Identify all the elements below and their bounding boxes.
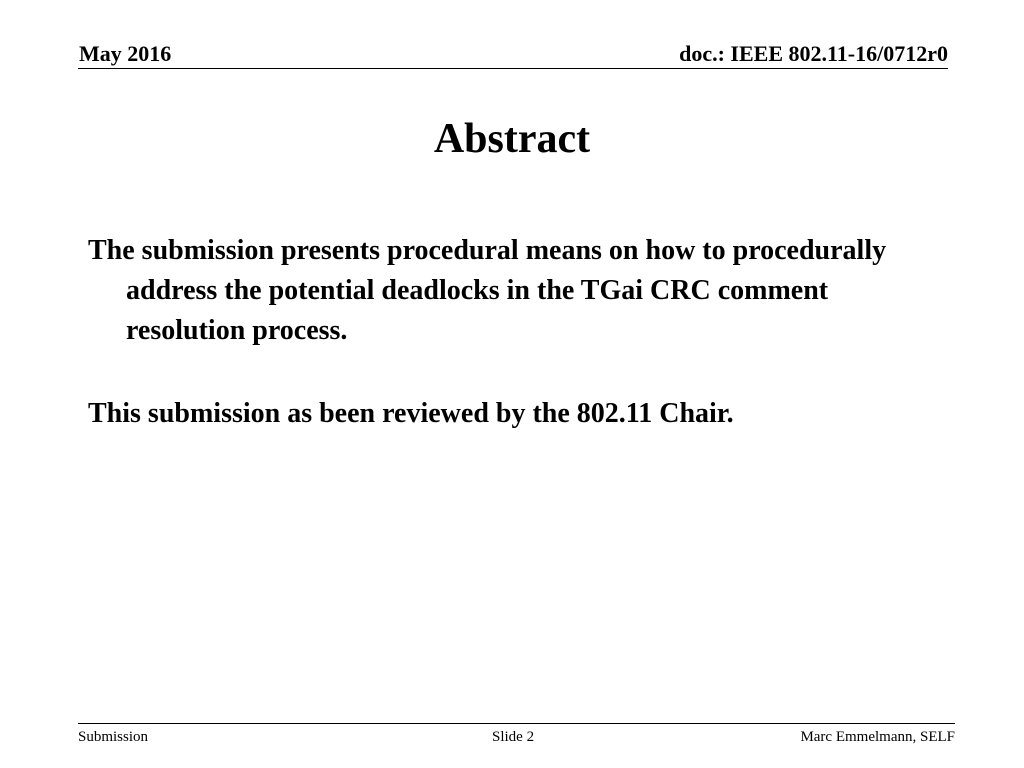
footer-submission-label: Submission <box>78 729 149 745</box>
abstract-paragraph-2: This submission as been reviewed by the 802.11 Chair. <box>88 398 734 429</box>
header-date: May 2016 <box>79 41 172 66</box>
slide-body <box>88 231 948 434</box>
footer-author: Marc Emmelmann, SELF <box>800 729 955 745</box>
footer-slide-number: Slide 2 <box>492 729 535 745</box>
slide-title: Abstract <box>433 116 591 162</box>
abstract-paragraph-1: The submission presents procedural means on how to procedurally address the potential deadlocks in the TGai CRC comment resolution process. <box>88 235 887 346</box>
header-document-id: doc.: IEEE 802.11-16/0712r0 <box>679 41 948 66</box>
footer-divider <box>78 723 955 724</box>
header-divider <box>78 68 948 69</box>
